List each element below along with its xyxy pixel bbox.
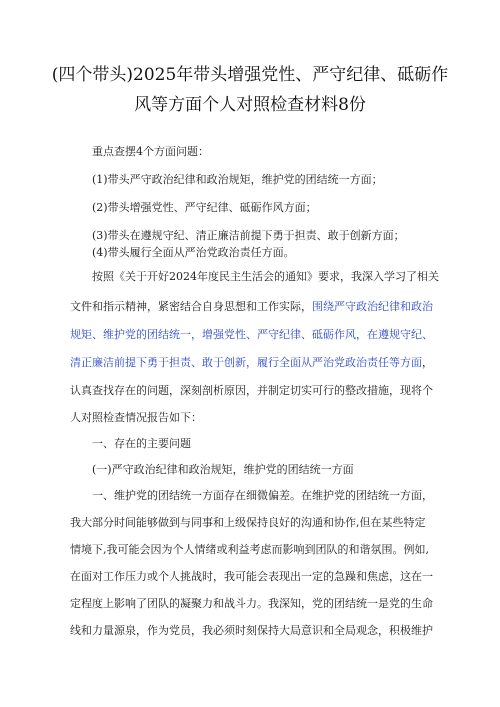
body-p2-line-2: 我大部分时间能够做到与同事和上级保持良好的沟通和协作,但在某些特定 bbox=[70, 516, 426, 529]
body-p2-line-4: 在面对工作压力或个人挑战时，我可能会表现出一定的急躁和焦虑，这在一 bbox=[70, 570, 433, 583]
body-p1-line-4-text: ， bbox=[422, 356, 433, 369]
body-p1-line-4 bbox=[70, 356, 433, 370]
body-p2-line-3: 情境下,我可能会因为个人情绪或利益考虑而影响到团队的和谐氛围。例如, bbox=[70, 543, 429, 556]
body-p1-line-1: 按照《关于开好2024年度民主生活会的通知》要求，我深入学习了相关 bbox=[92, 270, 439, 283]
body-p1-line-3: 规矩、维护党的团结统一，增强党性、严守纪律、砥砺作风，在遵规守纪、 bbox=[70, 328, 433, 341]
intro-item-1: (1)带头严守政治纪律和政治规矩，维护党的团结统一方面； bbox=[92, 173, 383, 186]
body-p1-line-2 bbox=[70, 300, 433, 314]
body-p1-line-5: 认真查找存在的问题，深刻剖析原因，并制定切实可行的整改措施，现将个 bbox=[70, 384, 433, 397]
intro-item-2: (2)带头增强党性、严守纪律、砥砺作风方面； bbox=[92, 201, 317, 214]
intro-heading: 重点查摆4个方面问题： bbox=[92, 145, 209, 158]
body-p1-line-4-highlight: 清正廉洁前提下勇于担责、敢于创新，履行全面从严治党政治责任等方面 bbox=[70, 356, 422, 369]
body-p1-line-2-text: 文件和指示精神，紧密结合自身思想和工作实际， bbox=[70, 300, 312, 313]
body-p2-line-1: 一、维护党的团结统一方面存在细微偏差。在维护党的团结统一方面， bbox=[92, 489, 433, 502]
body-p2-line-6: 线和力量源泉，作为党员，我必须时刻保持大局意识和全局观念，积极维护 bbox=[70, 624, 433, 637]
title-line-1: (四个带头)2025年带头增强党性、严守纪律、砥砺作 bbox=[51, 65, 449, 85]
body-p1-line-6: 人对照检查情况报告如下： bbox=[70, 411, 202, 424]
document-title bbox=[40, 60, 460, 120]
intro-item-4: (4)带头履行全面从严治党政治责任方面。 bbox=[92, 246, 295, 259]
body-p2-line-5: 定程度上影响了团队的凝聚力和战斗力。我深知，党的团结统一是党的生命 bbox=[70, 597, 433, 610]
body-p1-line-2-highlight: 围绕严守政治纪律和政治 bbox=[312, 300, 433, 313]
intro-item-3: (3)带头在遵规守纪、清正廉洁前提下勇于担责、敢于创新方面； bbox=[92, 229, 405, 242]
title-line-2: 风等方面个人对照检查材料8份 bbox=[134, 95, 366, 115]
section-heading-1: 一、存在的主要问题 bbox=[92, 437, 191, 450]
subsection-heading-1: (一)严守政治纪律和政治规矩，维护党的团结统一方面 bbox=[92, 463, 354, 476]
